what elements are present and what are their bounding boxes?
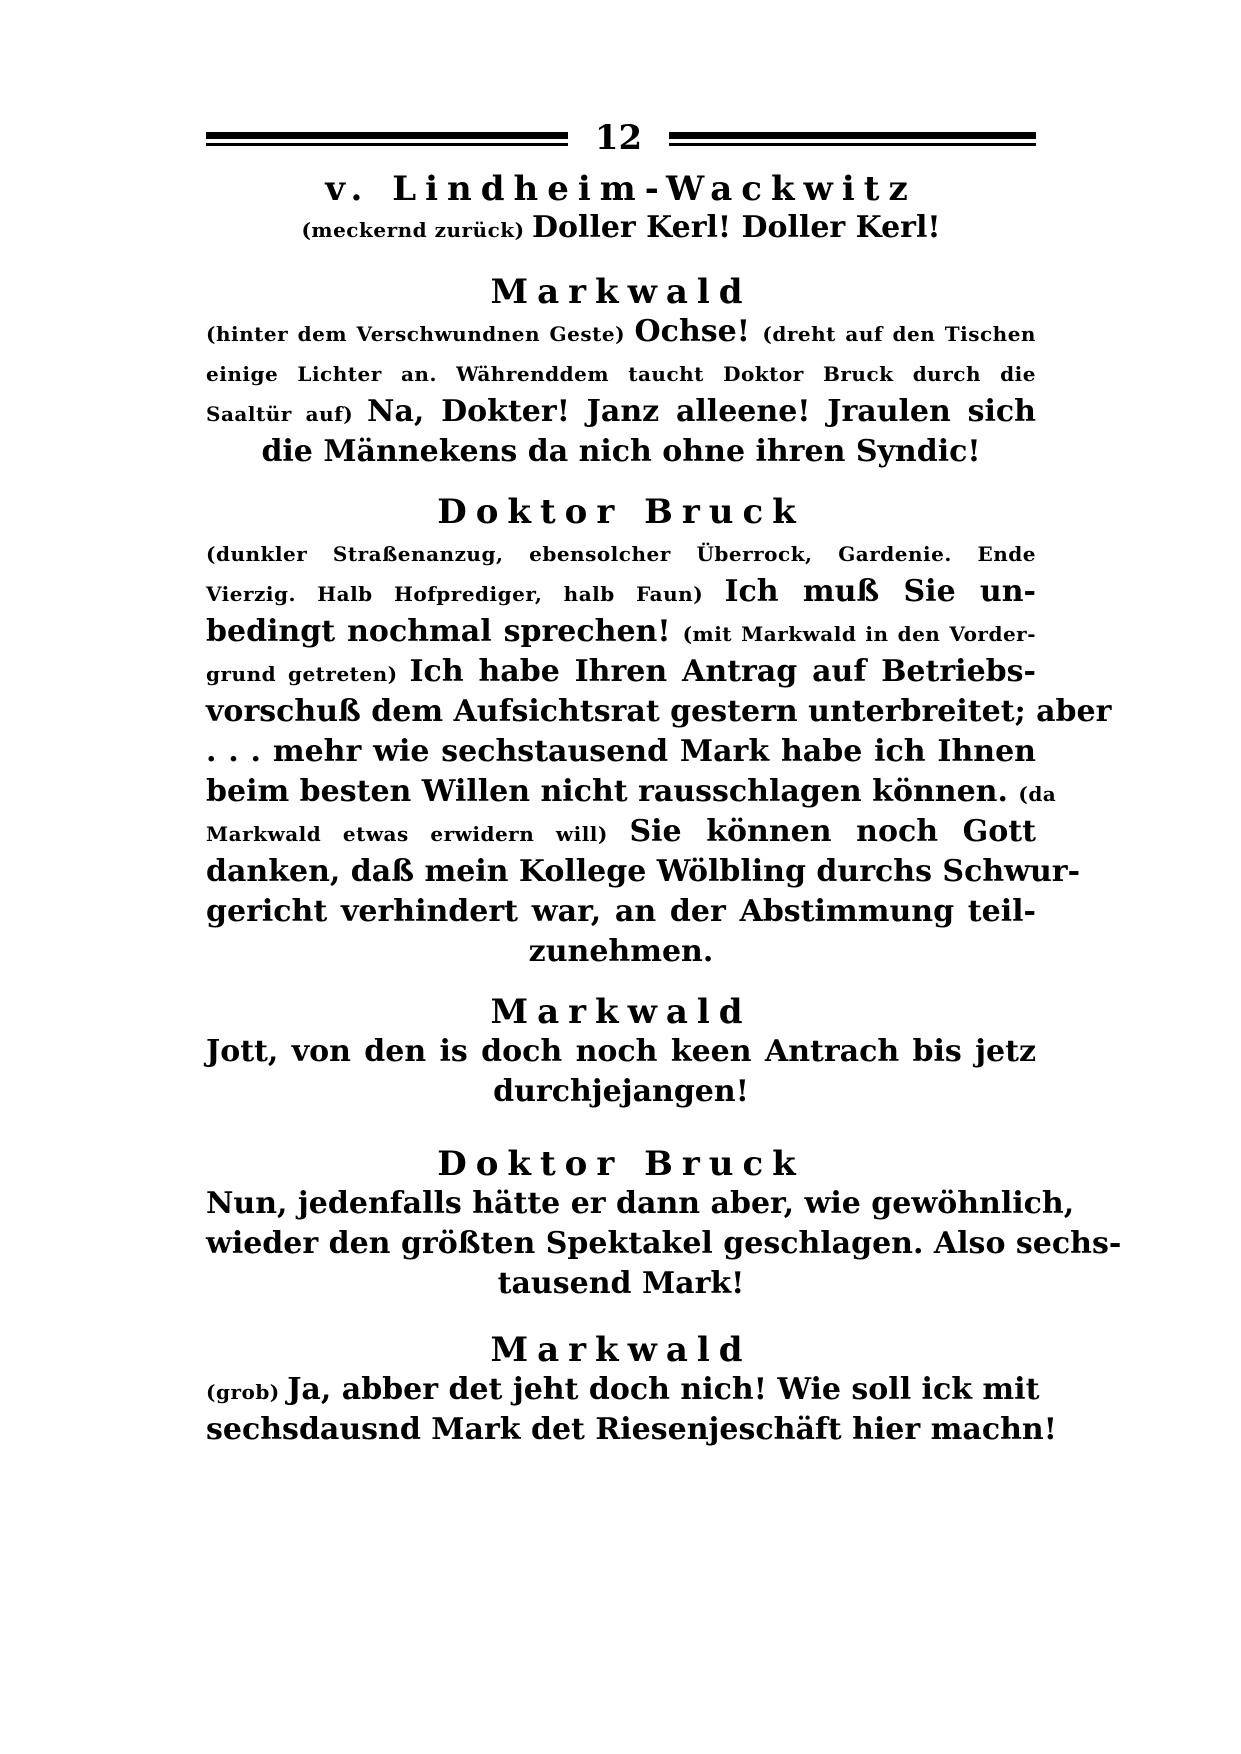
speaker-name: Markwald <box>490 1330 752 1370</box>
speaker-name: Doktor Bruck <box>437 1144 805 1184</box>
stage-direction: Saaltür auf) <box>206 402 368 426</box>
stage-direction: Markwald etwas erwidern will) <box>206 822 630 846</box>
speech-text: bedingt nochmal sprechen! <box>206 614 683 649</box>
speech-text: Ich muß Sie un- <box>724 574 1037 609</box>
page-header <box>206 118 1036 164</box>
dialogue-line <box>206 1072 1036 1112</box>
dialogue-line <box>206 1370 1040 1412</box>
dialogue-line <box>206 692 1112 732</box>
dialogue-line <box>206 812 1036 854</box>
speech-text: die Männekens da nich ohne ihren Syndic! <box>261 434 981 469</box>
speech-text: Na, Dokter! Janz alleene! Jraulen sich <box>367 394 1036 429</box>
speech-text: durchjejangen! <box>493 1074 749 1109</box>
dialogue-line <box>206 352 1036 394</box>
dialogue-line <box>206 208 1036 250</box>
dialogue-line <box>206 1184 1075 1224</box>
speech-text: Ich habe Ihren Antrag auf Betriebs- <box>409 654 1036 689</box>
stage-direction: grund getreten) <box>206 662 410 686</box>
dialogue-line <box>206 1224 1122 1264</box>
dialogue-line <box>206 772 1057 814</box>
dialogue-line <box>206 312 1036 354</box>
speech-text: Nun, jedenfalls hätte er dann aber, wie gewöhnlich, <box>206 1186 1075 1221</box>
stage-direction: (dunkler Straßenanzug, ebensolcher Überrock, Gardenie. Ende <box>206 542 1036 566</box>
speech-text: Jott, von den is doch noch keen Antrach bis jetz <box>206 1034 1036 1069</box>
speaker-name: Doktor Bruck <box>437 492 805 532</box>
stage-direction: (hinter dem Verschwundnen Geste) <box>206 322 635 346</box>
dialogue-line <box>206 1032 1036 1072</box>
header-rule-left <box>206 132 568 152</box>
dialogue-line <box>206 432 1036 472</box>
speech-text: Ja, abber det jeht doch nich! Wie soll ick mit <box>287 1372 1040 1407</box>
speaker-name: Markwald <box>490 992 752 1032</box>
speech-text: Ochse! <box>634 314 763 349</box>
stage-direction: Vierzig. Halb Hofprediger, halb Faun) <box>206 582 725 606</box>
speaker-name: v. Lindheim-Wackwitz <box>325 169 917 209</box>
speech-text: danken, daß mein Kollege Wölbling durchs Schwur- <box>206 854 1081 889</box>
dialogue-line <box>206 732 1036 772</box>
dialogue-line <box>206 892 1036 932</box>
dialogue-line <box>206 652 1036 694</box>
dialogue-line <box>206 612 1036 654</box>
speech-text: Sie können noch Gott <box>629 814 1037 849</box>
dialogue-line <box>206 932 1036 972</box>
speech-text: vorschuß dem Aufsichtsrat gestern unterbreitet; aber <box>206 694 1112 729</box>
speech-text: sechsdausnd Mark det Riesenjeschäft hier machn! <box>206 1412 1057 1447</box>
speech-text: zunehmen. <box>528 934 714 969</box>
stage-direction: einige Lichter an. Währenddem taucht Doktor Bruck durch die <box>206 362 1036 386</box>
header-rule-right <box>669 132 1036 152</box>
stage-direction: (grob) <box>206 1380 288 1404</box>
dialogue-line <box>206 1410 1057 1450</box>
dialogue-line <box>206 1264 1036 1304</box>
dialogue-line <box>206 532 1036 574</box>
stage-direction: (dreht auf den Tischen <box>762 322 1036 346</box>
speech-text: tausend Mark! <box>497 1266 745 1301</box>
speech-text: beim besten Willen nicht rausschlagen können. <box>206 774 1019 809</box>
dialogue-line <box>206 572 1036 614</box>
speech-text: Doller Kerl! Doller Kerl! <box>532 210 941 245</box>
speech-text: wieder den größten Spektakel geschlagen. Also sechs- <box>206 1226 1122 1261</box>
speech-text: . . . mehr wie sechstausend Mark habe ich Ihnen <box>206 734 1036 769</box>
stage-direction: (da <box>1018 782 1057 806</box>
page-number: 12 <box>594 118 643 158</box>
speaker-name: Markwald <box>490 272 752 312</box>
speech-text: gericht verhindert war, an der Abstimmung teil- <box>206 894 1036 929</box>
dialogue-line <box>206 852 1081 892</box>
stage-direction: (meckernd zurück) <box>301 218 533 242</box>
dialogue-line <box>206 392 1036 434</box>
stage-direction: (mit Markwald in den Vorder- <box>682 622 1037 646</box>
